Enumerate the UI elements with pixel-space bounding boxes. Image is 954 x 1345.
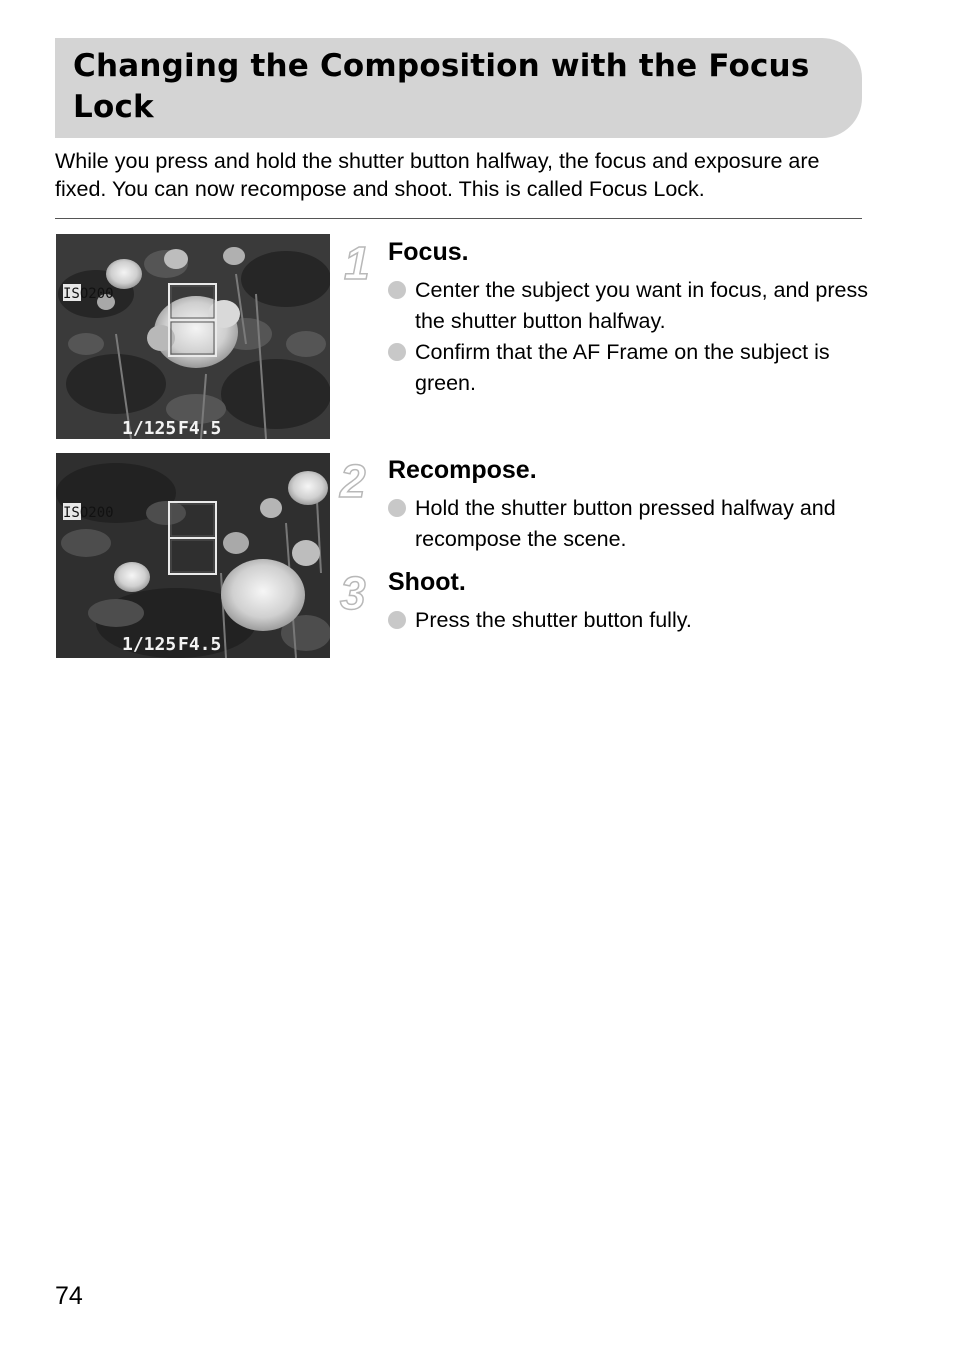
step-2-bullet-1 bbox=[388, 493, 868, 555]
bullet-text: Center the subject you want in focus, and press the shutter button halfway. bbox=[415, 278, 868, 333]
bullet-icon bbox=[388, 611, 406, 629]
step-title-shoot: Shoot. bbox=[388, 568, 466, 596]
page-number: 74 bbox=[55, 1282, 83, 1310]
shutter-readout: 1/125 bbox=[122, 418, 177, 439]
section-title-bar bbox=[55, 38, 862, 138]
aperture-readout: F4.5 bbox=[178, 418, 222, 439]
step-number-3: 3 bbox=[340, 567, 366, 619]
section-title: Changing the Composition with the Focus Lock bbox=[73, 48, 810, 125]
divider-line bbox=[55, 218, 862, 219]
camera-screen-recompose-image bbox=[56, 453, 330, 658]
step-number-1: 1 bbox=[344, 237, 370, 289]
iso-readout: ISO200 bbox=[63, 505, 114, 521]
step-title-focus: Focus. bbox=[388, 238, 469, 266]
step-title-recompose: Recompose. bbox=[388, 456, 537, 484]
step-3-bullet-1 bbox=[388, 605, 868, 636]
camera-screen-focus bbox=[56, 234, 330, 439]
bullet-text: Hold the shutter button pressed halfway and recompose the scene. bbox=[415, 496, 836, 551]
iso-readout: ISO200 bbox=[63, 286, 114, 302]
bullet-text: Press the shutter button fully. bbox=[415, 608, 692, 632]
bullet-icon bbox=[388, 499, 406, 517]
camera-screen-recompose bbox=[56, 453, 330, 658]
bullet-text: Confirm that the AF Frame on the subject is green. bbox=[415, 340, 830, 395]
camera-screen-focus-image bbox=[56, 234, 330, 439]
aperture-readout: F4.5 bbox=[178, 634, 222, 655]
intro-paragraph: While you press and hold the shutter button halfway, the focus and exposure are fixed. You can now recompose and shoot. This is called Focus Lock. bbox=[55, 149, 820, 201]
bullet-icon bbox=[388, 343, 406, 361]
bullet-icon bbox=[388, 281, 406, 299]
step-number-2: 2 bbox=[340, 455, 366, 507]
shutter-readout: 1/125 bbox=[122, 634, 177, 655]
step-1-bullet-1 bbox=[388, 275, 868, 337]
step-1-bullet-2 bbox=[388, 337, 868, 399]
